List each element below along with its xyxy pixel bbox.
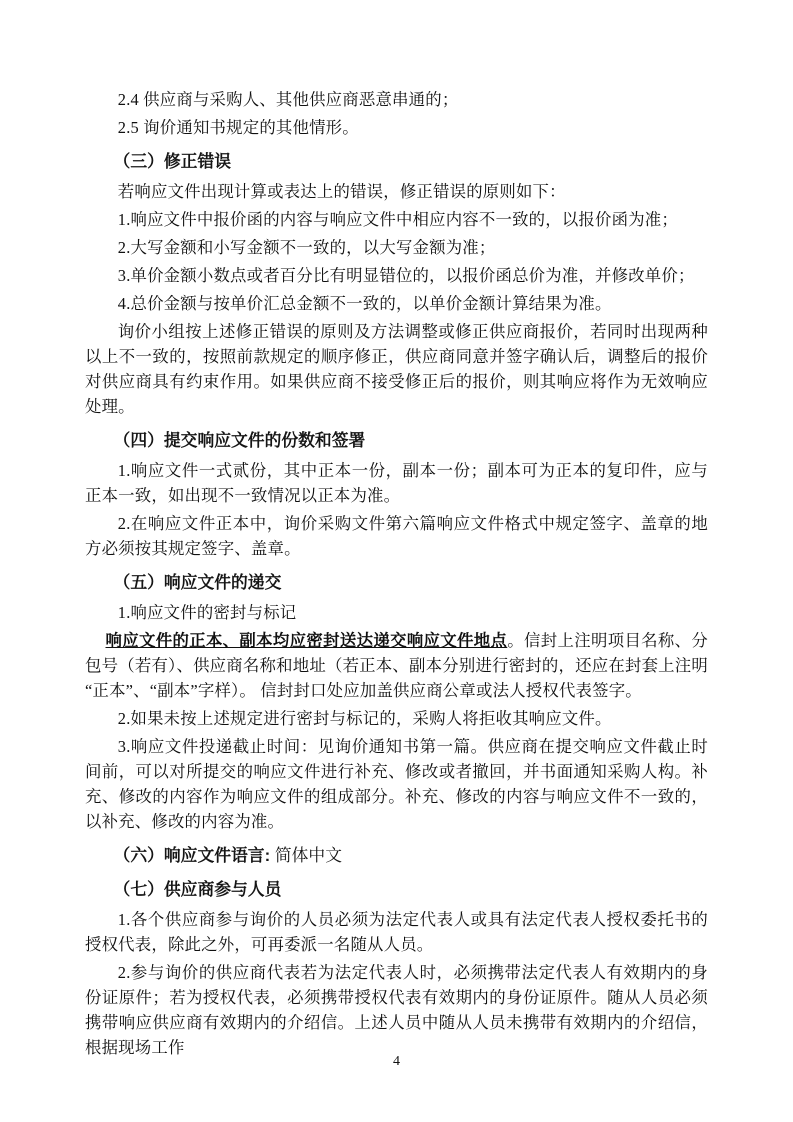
- section-heading-label: （六）响应文件语言:: [113, 846, 275, 865]
- paragraph: 3.响应文件投递截止时间：见询价通知书第一篇。供应商在提交响应文件截止时间前，可以对所提交的响应文件进行补充、修改或者撤回，并书面通知采购人构。补充、修改的内容作为响应文件的组成部分。补充、修改的内容与响应文件不一致的，以补充、修改的内容为准。: [85, 737, 708, 831]
- paragraph: 询价小组按上述修正错误的原则及方法调整或修正供应商报价，若同时出现两种以上不一致的，按照前款规定的顺序修正，供应商同意并签字确认后，调整后的报价对供应商具有约束作用。如果供应商不接受修正后的报价，则其响应将作为无效响应处理。: [85, 322, 708, 416]
- section-heading-tail: 简体中文: [274, 846, 342, 865]
- paragraph: 2.参与询价的供应商代表若为法定代表人时，必须携带法定代表人有效期内的身份证原件；若为授权代表，必须携带授权代表有效期内的身份证原件。随从人员必须携带响应供应商有效期内的介绍信。上述人员中随从人员未携带有效期内的介绍信，根据现场工作: [85, 963, 708, 1057]
- paragraph: 1.各个供应商参与询价的人员必须为法定代表人或具有法定代表人授权委托书的授权代表，除此之外，可再委派一名随从人员。: [85, 910, 708, 954]
- document-body: [85, 84, 708, 1063]
- section-heading-label: （三）修正错误: [113, 152, 232, 171]
- section-heading: [85, 149, 708, 174]
- paragraph: 2.5 询价通知书规定的其他情形。: [117, 118, 359, 137]
- section-heading: [85, 877, 708, 902]
- page-number: 4: [393, 1054, 400, 1069]
- paragraph: 2.在响应文件正本中，询价采购文件第六篇响应文件格式中规定签字、盖章的地方必须按其规定签字、盖章。: [85, 514, 708, 558]
- section-heading: [85, 570, 708, 595]
- section-heading-label: （四）提交响应文件的份数和签署: [113, 431, 366, 450]
- paragraph: 2.大写金额和小写金额不一致的，以大写金额为准；: [117, 238, 496, 257]
- paragraph: 3.单价金额小数点或者百分比有明显错位的，以报价函总价为准，并修改单价；: [117, 266, 695, 285]
- paragraph: 响应文件的正本、副本均应密封送达递交响应文件地点。信封上注明项目名称、分包号（若有）、供应商名称和地址（若正本、副本分别进行密封的，还应在封套上注明“正本”、“副本”字样）。 信封封口处应加盖供应商公章或法人授权代表签字。: [85, 631, 708, 700]
- paragraph: 1.响应文件的密封与标记: [117, 603, 297, 622]
- section-heading-label: （七）供应商参与人员: [113, 880, 282, 899]
- section-heading: [85, 843, 708, 868]
- paragraph: 1.响应文件一式贰份，其中正本一份，副本一份；副本可为正本的复印件，应与正本一致，如出现不一致情况以正本为准。: [85, 461, 708, 505]
- paragraph: 若响应文件出现计算或表达上的错误，修正错误的原则如下：: [117, 182, 566, 201]
- paragraph: 2.如果未按上述规定进行密封与标记的，采购人将拒收其响应文件。: [117, 709, 612, 728]
- paragraph: 1.响应文件中报价函的内容与响应文件中相应内容不一致的，以报价函为准；: [117, 210, 678, 229]
- paragraph: 2.4 供应商与采购人、其他供应商恶意串通的；: [117, 90, 459, 109]
- emphasized-text: 响应文件的正本、副本均应密封送达递交响应文件地点: [105, 631, 508, 650]
- section-heading: [85, 428, 708, 453]
- paragraph: 4.总价金额与按单价汇总金额不一致的，以单价金额计算结果为准。: [117, 294, 612, 313]
- section-heading-label: （五）响应文件的递交: [113, 573, 282, 592]
